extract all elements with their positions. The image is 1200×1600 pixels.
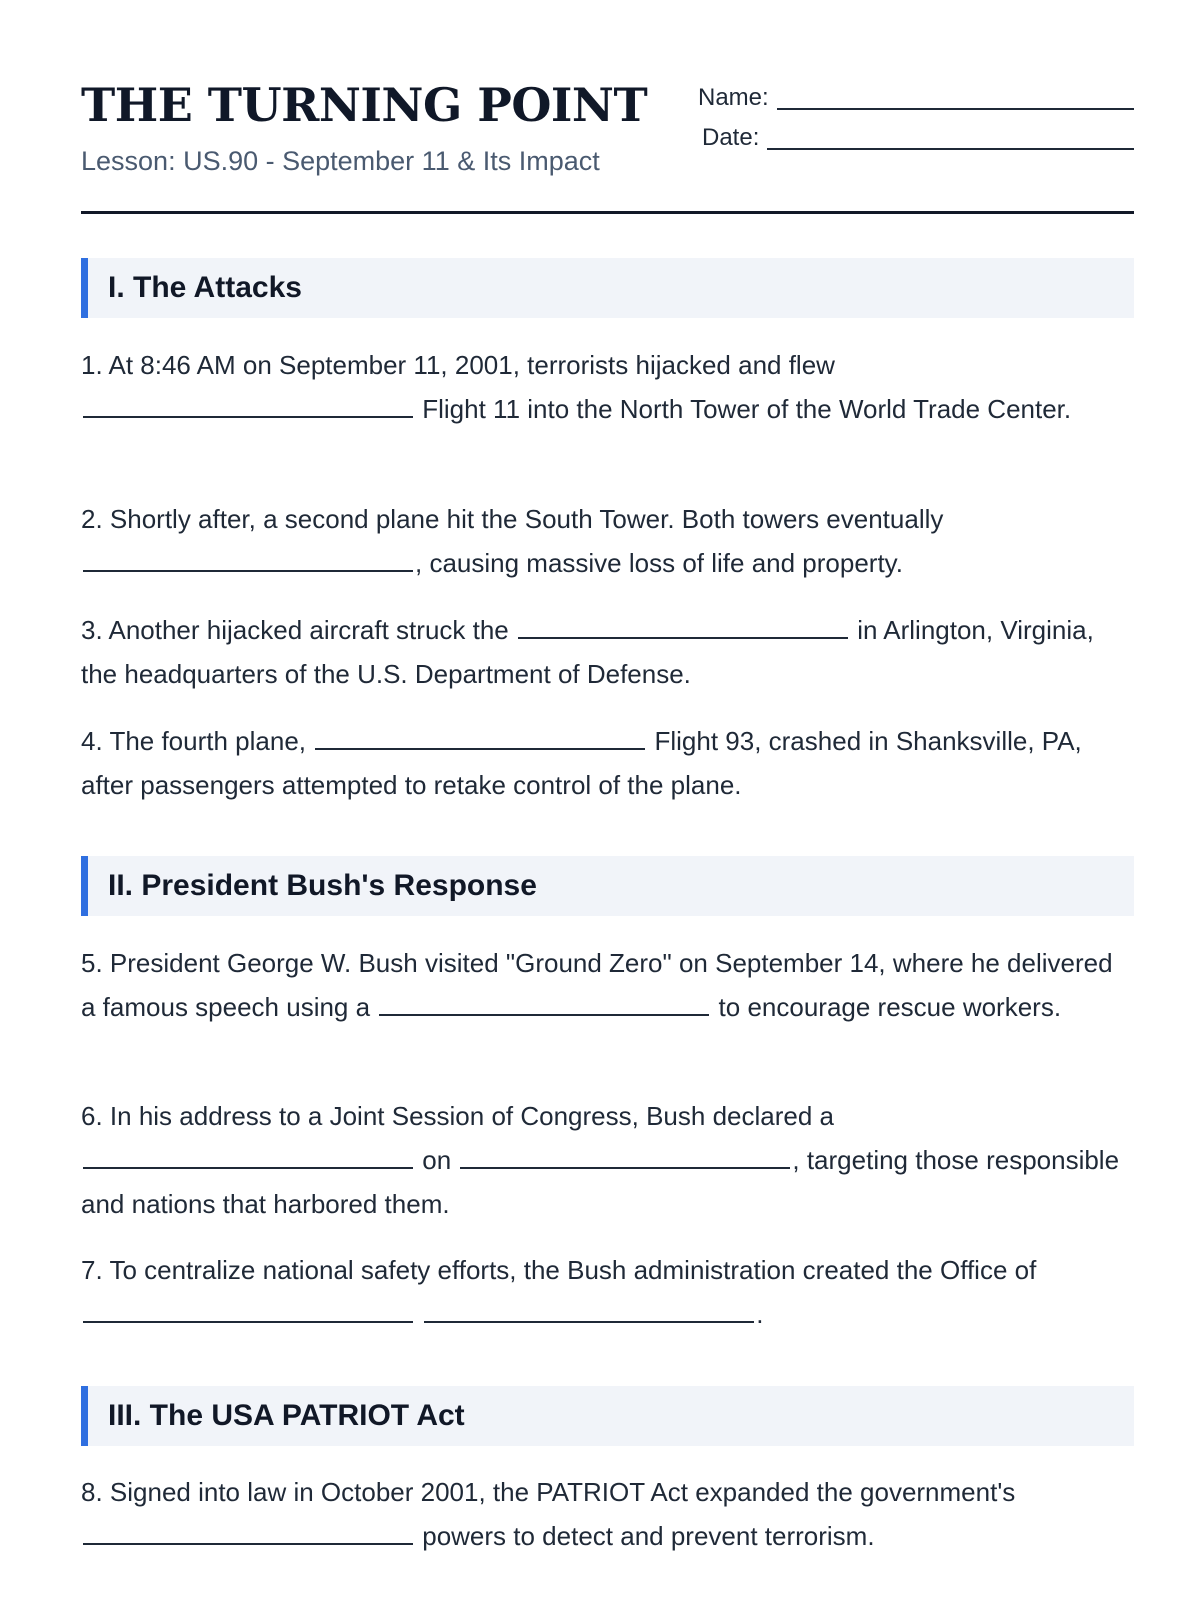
question-text: 4. The fourth plane, bbox=[81, 726, 307, 756]
question-text: 8. Signed into law in October 2001, the PATRIOT Act expanded the government's bbox=[81, 1477, 1016, 1507]
section-heading-bush-response: II. President Bush's Response bbox=[81, 856, 1134, 916]
question-2 bbox=[81, 497, 1134, 585]
question-7 bbox=[81, 1248, 1134, 1336]
section-heading-patriot-act: III. The USA PATRIOT Act bbox=[81, 1386, 1134, 1446]
worksheet-page bbox=[81, 0, 1134, 1551]
question-5 bbox=[81, 941, 1134, 1029]
answer-blank[interactable] bbox=[518, 609, 848, 639]
question-3 bbox=[81, 608, 1134, 696]
question-text: 2. Shortly after, a second plane hit the South Tower. Both towers eventually bbox=[81, 504, 944, 534]
question-1 bbox=[81, 343, 1134, 431]
lesson-subtitle: Lesson: US.90 - September 11 & Its Impact bbox=[81, 146, 600, 176]
name-label: Name: bbox=[698, 84, 769, 111]
page-title: THE TURNING POINT bbox=[81, 78, 648, 132]
date-row bbox=[702, 126, 1134, 150]
question-text: . bbox=[756, 1299, 764, 1329]
name-field[interactable] bbox=[777, 88, 1134, 110]
section-heading-attacks: I. The Attacks bbox=[81, 258, 1134, 318]
answer-blank[interactable] bbox=[83, 388, 413, 418]
answer-blank[interactable] bbox=[83, 1293, 413, 1323]
question-text: 5. President George W. Bush visited "Ground Zero" on September 14, where he delivered a famous speech using a bbox=[81, 948, 1113, 1022]
question-text: on bbox=[422, 1145, 452, 1175]
question-text: Flight 93, crashed in Shanksville, PA, after passengers attempted to retake control of the plane. bbox=[81, 726, 1082, 800]
question-text: , causing massive loss of life and property. bbox=[415, 548, 903, 578]
question-6 bbox=[81, 1094, 1134, 1226]
question-text: Flight 11 into the North Tower of the World Trade Center. bbox=[422, 394, 1072, 424]
answer-blank[interactable] bbox=[83, 542, 413, 572]
question-text: powers to detect and prevent terrorism. bbox=[422, 1521, 875, 1551]
date-label: Date: bbox=[702, 124, 760, 151]
question-text: , targeting those responsible and nations that harbored them. bbox=[81, 1145, 1120, 1219]
question-text: in Arlington, Virginia, the headquarters of the U.S. Department of Defense. bbox=[81, 615, 1094, 689]
answer-blank[interactable] bbox=[379, 986, 709, 1016]
question-text: 1. At 8:46 AM on September 11, 2001, terrorists hijacked and flew bbox=[81, 350, 835, 380]
question-8 bbox=[81, 1470, 1134, 1558]
answer-blank[interactable] bbox=[460, 1139, 790, 1169]
answer-blank[interactable] bbox=[83, 1139, 413, 1169]
worksheet-header bbox=[81, 0, 1134, 214]
question-4 bbox=[81, 719, 1134, 807]
answer-blank[interactable] bbox=[315, 720, 645, 750]
question-text: 7. To centralize national safety efforts, the Bush administration created the Office of bbox=[81, 1255, 1037, 1285]
question-text: 6. In his address to a Joint Session of Congress, Bush declared a bbox=[81, 1101, 834, 1131]
name-row bbox=[698, 86, 1134, 110]
answer-blank[interactable] bbox=[83, 1515, 413, 1545]
date-field[interactable] bbox=[767, 128, 1134, 150]
answer-blank[interactable] bbox=[424, 1293, 754, 1323]
question-text: to encourage rescue workers. bbox=[718, 992, 1062, 1022]
question-text: 3. Another hijacked aircraft struck the bbox=[81, 615, 509, 645]
